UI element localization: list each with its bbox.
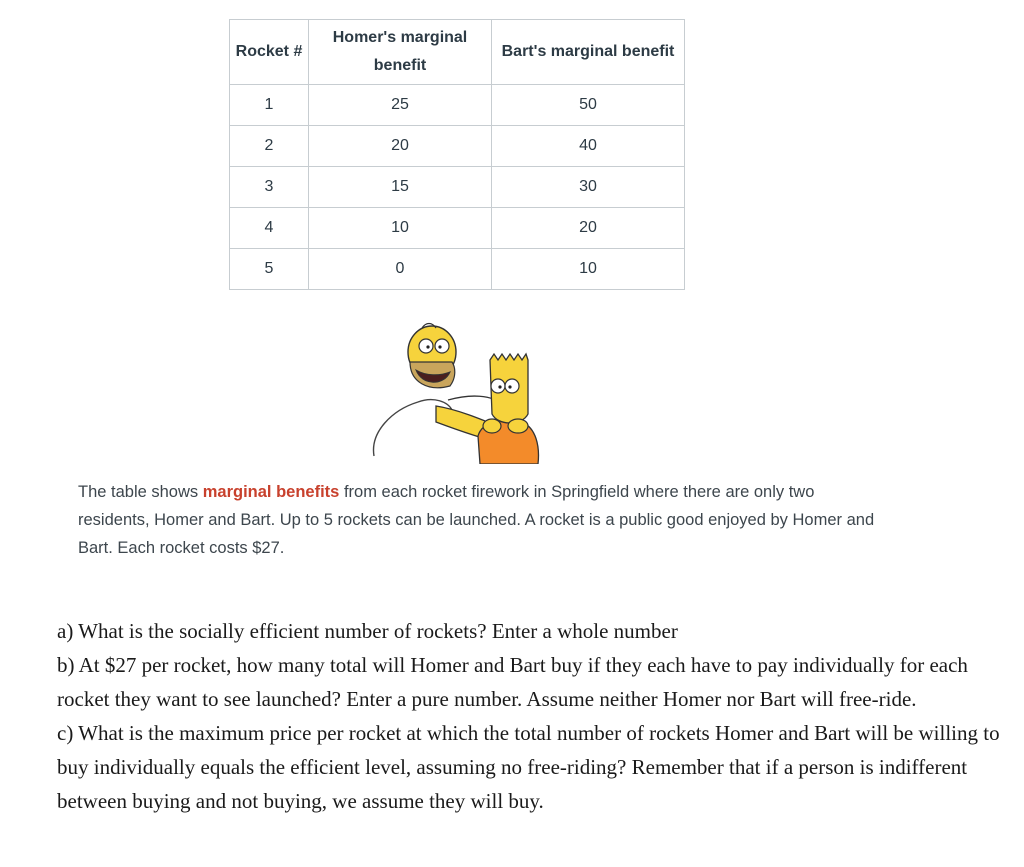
cell-bart: 10: [492, 249, 685, 290]
intro-text-after: from each rocket firework in Springfield where there are only two residents, Homer and Bart. Up to 5 rockets can be launched. A rocket is a public good enjoyed by Homer and Bart. Each rocket costs $27.: [78, 483, 875, 557]
table-row: [230, 249, 685, 290]
header-homer: [309, 20, 492, 85]
marginal-benefit-table: [229, 19, 685, 290]
cell-bart: 50: [492, 85, 685, 126]
question-b: b) At $27 per rocket, how many total will Homer and Bart buy if they each have to pay individually for each rocket they want to see launched? Enter a pure number. Assume neither Homer nor Bart will free-ride.: [57, 653, 968, 711]
question-a: a) What is the socially efficient number of rockets? Enter a whole number: [57, 619, 678, 643]
header-bart: Bart's marginal benefit: [492, 20, 685, 85]
table-row: [230, 167, 685, 208]
table-row: [230, 85, 685, 126]
cell-bart: 30: [492, 167, 685, 208]
cell-homer: 15: [309, 167, 492, 208]
table-row: [230, 126, 685, 167]
cell-homer: 10: [309, 208, 492, 249]
cell-rocket: 4: [230, 208, 309, 249]
intro-text-before: The table shows: [78, 483, 203, 501]
cell-bart: 20: [492, 208, 685, 249]
questions-block: [57, 614, 1017, 818]
cell-rocket: 2: [230, 126, 309, 167]
cell-bart: 40: [492, 126, 685, 167]
cell-homer: 20: [309, 126, 492, 167]
problem-intro: [78, 478, 878, 562]
table-row: [230, 208, 685, 249]
homer-choking-bart-illustration: [352, 314, 552, 464]
cell-rocket: 3: [230, 167, 309, 208]
question-c: c) What is the maximum price per rocket at which the total number of rockets Homer and Bart will be willing to buy individually equals the efficient level, assuming no free-riding? Remember that if a person is indifferent between buying and not buying, we assume they will buy.: [57, 721, 1000, 813]
header-homer-text: Homer's marginal benefit: [332, 29, 468, 74]
cell-rocket: 5: [230, 249, 309, 290]
cell-rocket: 1: [230, 85, 309, 126]
cell-homer: 25: [309, 85, 492, 126]
marginal-benefits-link[interactable]: marginal benefits: [202, 483, 340, 501]
table-header-row: [230, 20, 685, 85]
cell-homer: 0: [309, 249, 492, 290]
header-rocket: Rocket #: [230, 20, 309, 85]
